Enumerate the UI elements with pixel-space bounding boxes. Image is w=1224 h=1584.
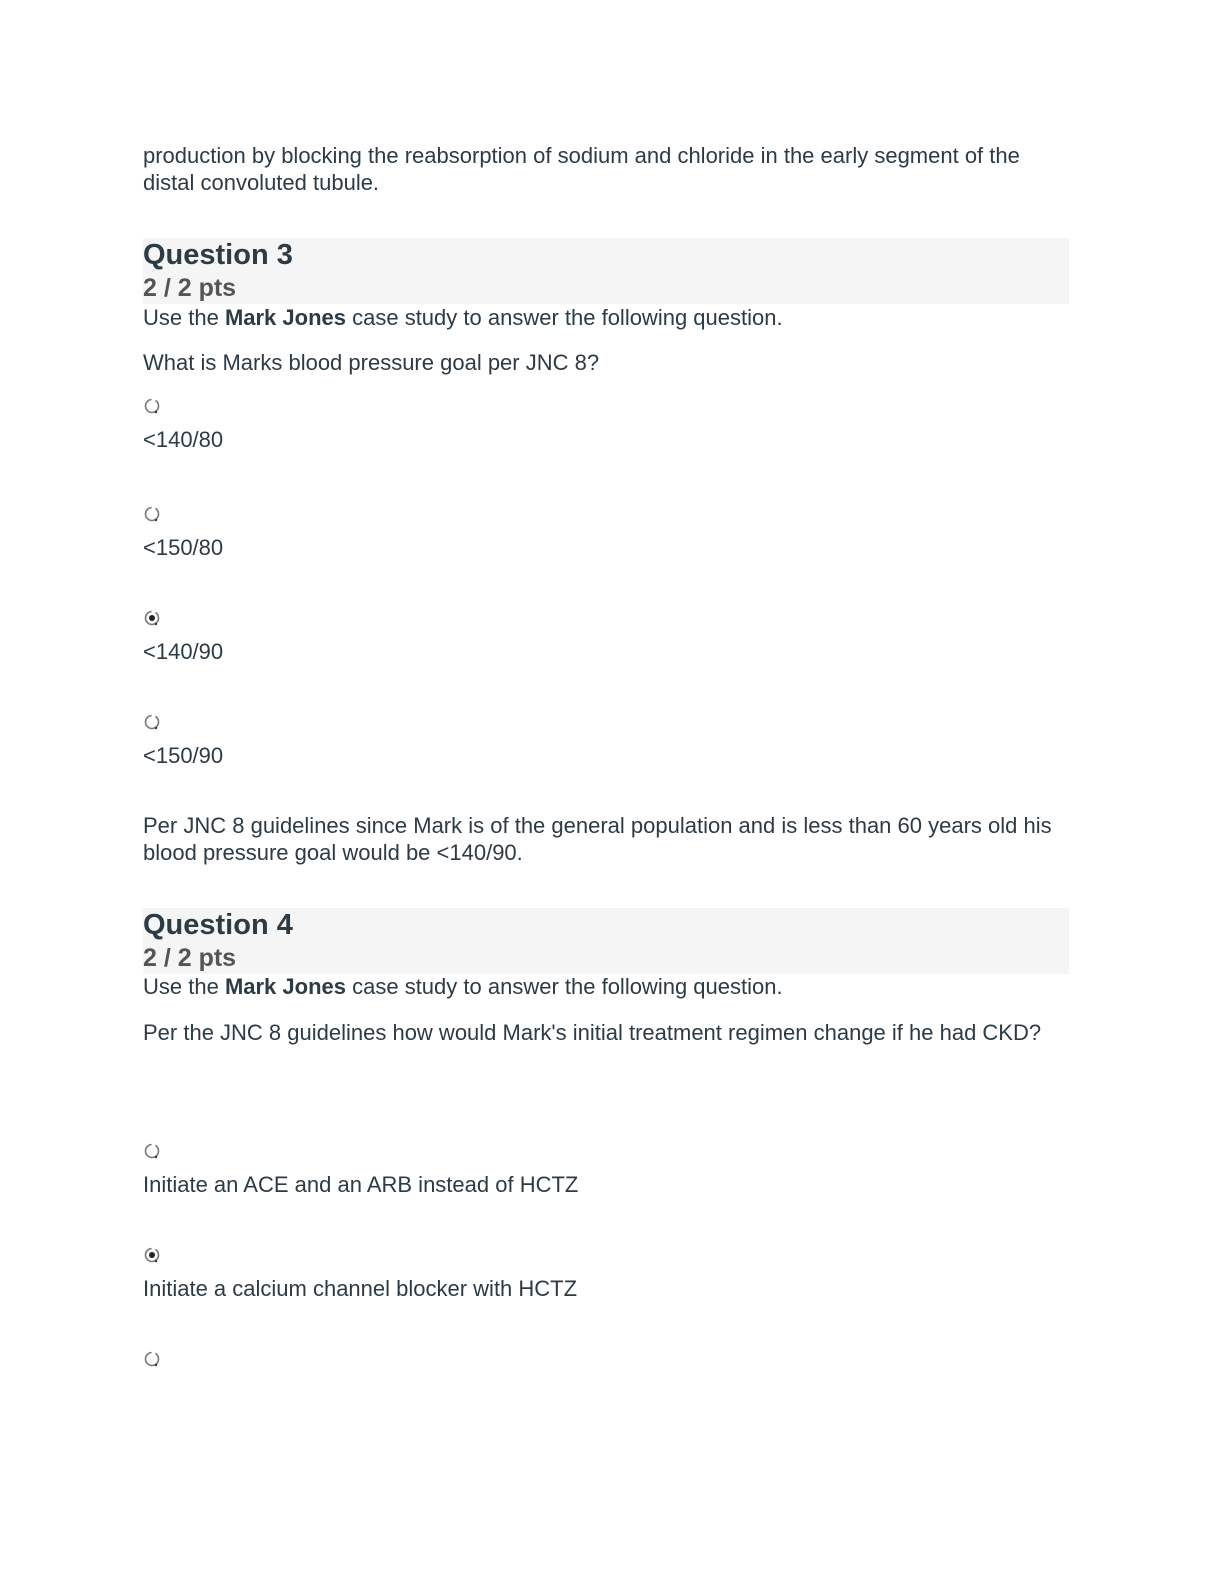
- question-3-intro: [143, 304, 783, 331]
- question-3-points: 2 / 2 pts: [143, 274, 237, 302]
- question-3-title: Question 3: [143, 239, 293, 271]
- question-3-block: [143, 238, 1069, 865]
- question-4-header: [143, 908, 1069, 974]
- question-4-intro: [143, 973, 783, 1000]
- radio-unselected-icon[interactable]: [143, 1350, 159, 1366]
- option-label: Initiate an ACE and an ARB instead of HCTZ: [143, 1172, 579, 1197]
- radio-selected-icon[interactable]: [143, 609, 159, 625]
- question-3-option-1[interactable]: [143, 397, 223, 453]
- question-4-option-1[interactable]: [143, 1142, 578, 1198]
- radio-unselected-icon[interactable]: [143, 1142, 159, 1158]
- question-4-option-2[interactable]: [143, 1246, 577, 1302]
- previous-explanation-text: production by blocking the reabsorption of sodium and chloride in the early segment of the distal convoluted tubule.: [143, 143, 1020, 195]
- intro-suffix: case study to answer the following question.: [346, 305, 783, 330]
- radio-selected-icon[interactable]: [143, 1246, 159, 1262]
- question-3-option-2[interactable]: [143, 505, 223, 561]
- radio-unselected-icon[interactable]: [143, 713, 159, 729]
- case-study-name: Mark Jones: [224, 305, 346, 330]
- radio-unselected-icon[interactable]: [143, 397, 159, 413]
- question-3-option-3[interactable]: [143, 609, 223, 665]
- case-study-name: Mark Jones: [224, 974, 346, 999]
- question-4-title: Question 4: [143, 909, 293, 941]
- option-label: Initiate a calcium channel blocker with HCTZ: [143, 1276, 578, 1301]
- radio-unselected-icon[interactable]: [143, 505, 159, 521]
- question-4-prompt: Per the JNC 8 guidelines how would Mark's initial treatment regimen change if he had CKD?: [143, 1020, 1042, 1045]
- intro-prefix: Use the: [143, 305, 225, 330]
- question-3-prompt: What is Marks blood pressure goal per JNC 8?: [143, 350, 600, 375]
- question-3-explanation: Per JNC 8 guidelines since Mark is of the general population and is less than 60 years old his blood pressure goal would be <140/90.: [143, 813, 1052, 865]
- question-3-header: [143, 238, 1069, 304]
- question-4-points: 2 / 2 pts: [143, 944, 237, 972]
- question-4-option-3[interactable]: [143, 1350, 159, 1379]
- intro-suffix: case study to answer the following question.: [346, 974, 783, 999]
- option-label: <150/90: [143, 743, 224, 768]
- question-3-option-4[interactable]: [143, 713, 223, 769]
- intro-prefix: Use the: [143, 974, 225, 999]
- option-label: <140/80: [143, 427, 224, 452]
- question-4-block: [143, 908, 1069, 1301]
- option-label: <150/80: [143, 535, 224, 560]
- option-label: <140/90: [143, 639, 224, 664]
